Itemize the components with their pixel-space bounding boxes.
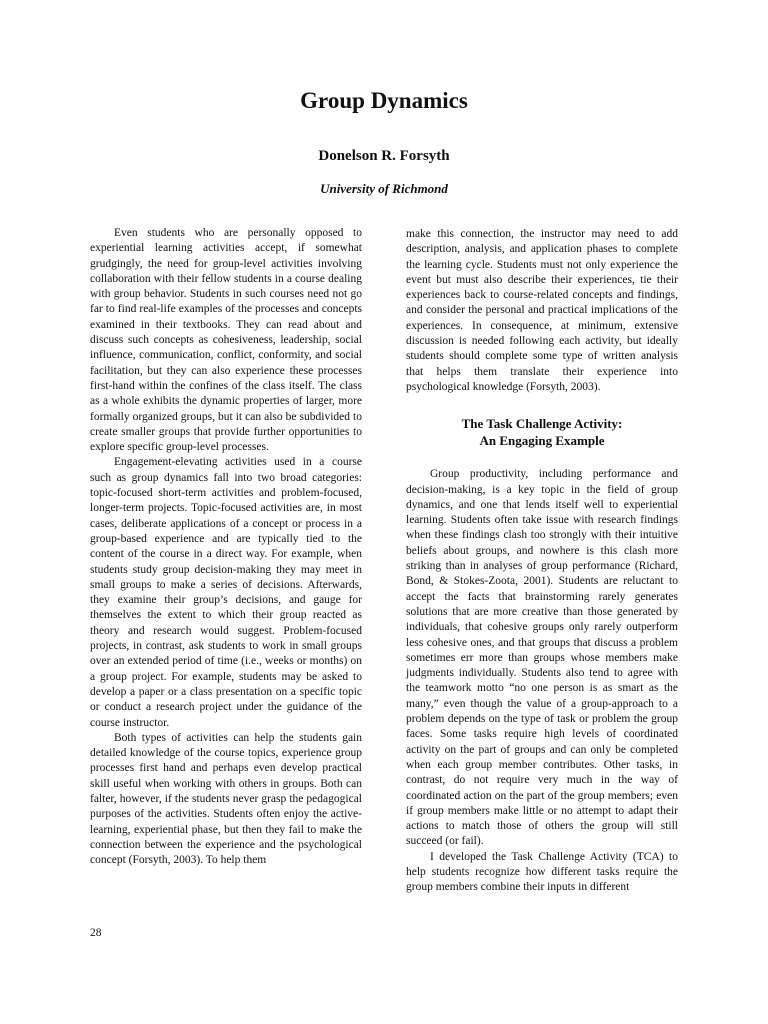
section-heading-line: The Task Challenge Activity: [461,416,623,432]
body-paragraph: Group productivity, including performance and decision-making, is a key topic in the field of group dynamics, and one that lends itself well to experiential learning. Students often take issue with research findings when these findings clash too strongly with their intuitive beliefs about groups, and nowhere is this clash more striking than in analyses of group performance (Richard, Bond, & Stokes-Zoota, 2001). Students are reluctant to accept the facts that brainstorming rarely generates solutions that are more creative than those generated by individuals, that cohesive groups only rarely outperform less cohesive ones, and that groups that discuss a problem sometimes err more than groups whose members make judgments individually. Students also tend to agree with the teamwork motto “no one person is as smart as the many,” even though the value of a group-approach to a problem depends on the type of task or problem the group faces. Some tasks require high levels of coordinated activity on the part of groups and can only be completed when each group member contributes. Other tasks, in contrast, do not require very much in the way of coordinated action on the part of the group members; even if group members make little or no attempt to adapt their actions to match those of others the group will still succeed (or fail). [406,468,678,848]
body-paragraph: Both types of activities can help the students gain detailed knowledge of the course topics, experience group processes first hand and perhaps even develop practical skill useful when working with others in groups. Both can falter, however, if the students never grasp the pedagogical purposes of the activities. Students often enjoy the active-learning, experiential phase, but then they fail to make the connection between the experience and the psychological concept (Forsyth, 2003). To help them [90,731,362,867]
left-column [90,226,362,868]
section-heading [406,415,678,449]
body-paragraph: Even students who are personally opposed to experiential learning activities accept, if somewhat grudgingly, the need for group-level activities involving collaboration with their fellow students in a course dealing with group behavior. Students in such courses need not go far to find real-life examples of the processes and concepts examined in their textbooks. They can read about and discuss such concepts as cohesiveness, leadership, social influence, communication, conflict, conformity, and social facilitation, but they can also experience these processes first-hand within the confines of the class itself. The class as a whole exhibits the dynamic properties of larger, more formally organized groups, but it can also be subdivided to create smaller groups that provide further opportunities to explore specific group-level processes. [90,227,362,454]
page-number: 28 [90,927,102,939]
continued-paragraph: make this connection, the instructor may need to add description, analysis, and application phases to complete the learning cycle. Students must not only experience the event but must also describe their experiences, tie their experiences back to course-related concepts and findings, and consider the personal and practical implications of the experiences. In consequence, at minimum, extensive discussion is needed following each activity, but ideally students should complete some type of written analysis that helps them translate their experience into psychological knowledge (Forsyth, 2003). [406,228,678,393]
author-affiliation: University of Richmond [320,181,448,196]
section-heading-line: An Engaging Example [479,433,605,449]
author-name: Donelson R. Forsyth [318,148,450,164]
body-paragraph: Engagement-elevating activities used in a course such as group dynamics fall into two broad categories: topic-focused short-term activities and problem-focused, longer-term projects. Topic-focused activities are, in most cases, deliberate applications of a concept or process in a group-based experience and are typically tied to the content of the course in a direct way. For example, when students study group decision-making they may meet in small groups to make a series of decisions. Afterwards, they examine their group’s decisions, and gauge for themselves the extent to which their group reacted as theory and research would suggest. Problem-focused projects, in contrast, ask students to work in small groups over an extended period of time (i.e., weeks or months) on a group project. For example, students may be asked to develop a paper or a class presentation on a specific topic or conduct a research project under the guidance of the course instructor. [90,456,362,729]
right-column [406,227,678,896]
paper-title: Group Dynamics [300,88,468,113]
body-paragraph: I developed the Task Challenge Activity (TCA) to help students recognize how different tasks require the group members combine their inputs in different [406,850,678,894]
